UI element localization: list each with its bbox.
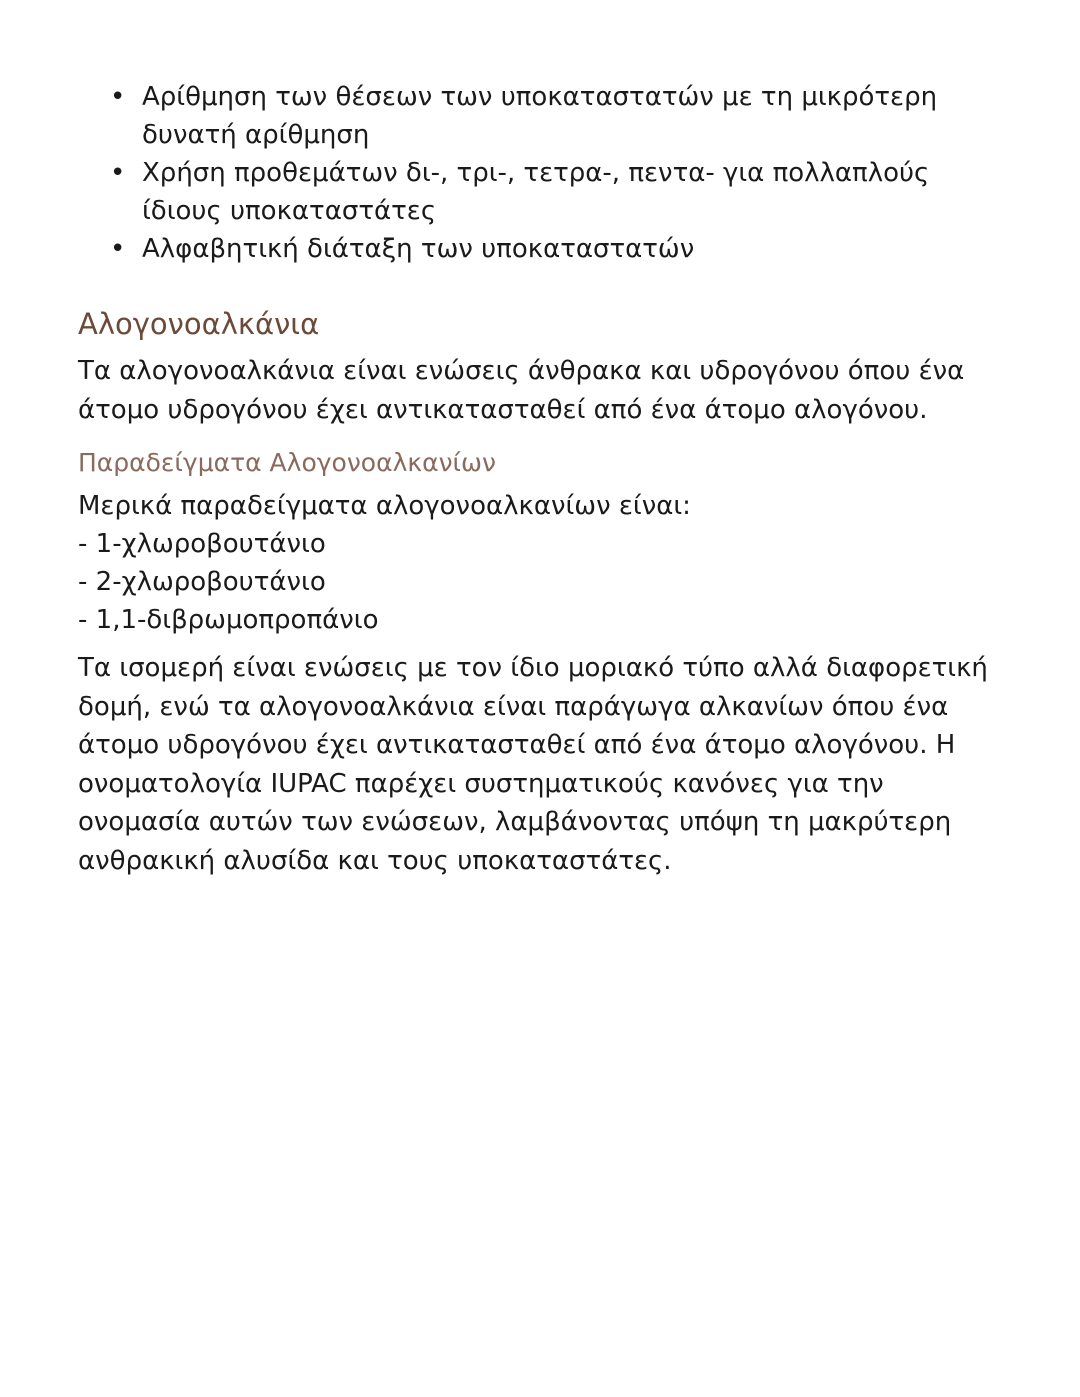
- example-item: - 1,1-διβρωμοπροπάνιο: [78, 605, 379, 635]
- examples-intro: Μερικά παραδείγματα αλογονοαλκανίων είναι:: [78, 491, 691, 521]
- list-item: [110, 230, 1010, 268]
- list-item-text: Αλφαβητική διάταξη των υποκαταστατών: [142, 234, 695, 264]
- section-heading: Αλογονοαλκάνια: [78, 307, 320, 341]
- bullet-icon: •: [110, 234, 126, 264]
- section-intro: Τα αλογονοαλκάνια είναι ενώσεις άνθρακα και υδρογόνου όπου ένα άτομο υδρογόνου έχει αντικατασταθεί από ένα άτομο αλογόνου.: [78, 356, 965, 425]
- bullet-icon: •: [110, 82, 126, 112]
- naming-rules-list: [78, 78, 1010, 268]
- list-item: [110, 154, 1010, 230]
- summary-paragraph: Τα ισομερή είναι ενώσεις με τον ίδιο μοριακό τύπο αλλά διαφορετική δομή, ενώ τα αλογονοαλκάνια είναι παράγωγα αλκανίων όπου ένα άτομο υδρογόνου έχει αντικατασταθεί από ένα άτομο αλογόνου. Η ονοματολογία IUPAC παρέχει συστηματικούς κανόνες για την ονομασία αυτών των ενώσεων, λαμβάνοντας υπόψη τη μακρύτερη ανθρακική αλυσίδα και τους υποκαταστάτες.: [78, 653, 988, 876]
- example-item: - 1-χλωροβουτάνιο: [78, 529, 326, 559]
- example-item: - 2-χλωροβουτάνιο: [78, 567, 326, 597]
- examples-block: [78, 487, 1010, 639]
- list-item: [110, 78, 1010, 154]
- list-item-text: Αρίθμηση των θέσεων των υποκαταστατών με τη μικρότερη δυνατή αρίθμηση: [142, 82, 938, 150]
- list-item-text: Χρήση προθεμάτων δι-, τρι-, τετρα-, πεντα- για πολλαπλούς ίδιους υποκαταστάτες: [142, 158, 930, 226]
- subsection-heading: Παραδείγματα Αλογονοαλκανίων: [78, 448, 496, 477]
- bullet-icon: •: [110, 158, 126, 188]
